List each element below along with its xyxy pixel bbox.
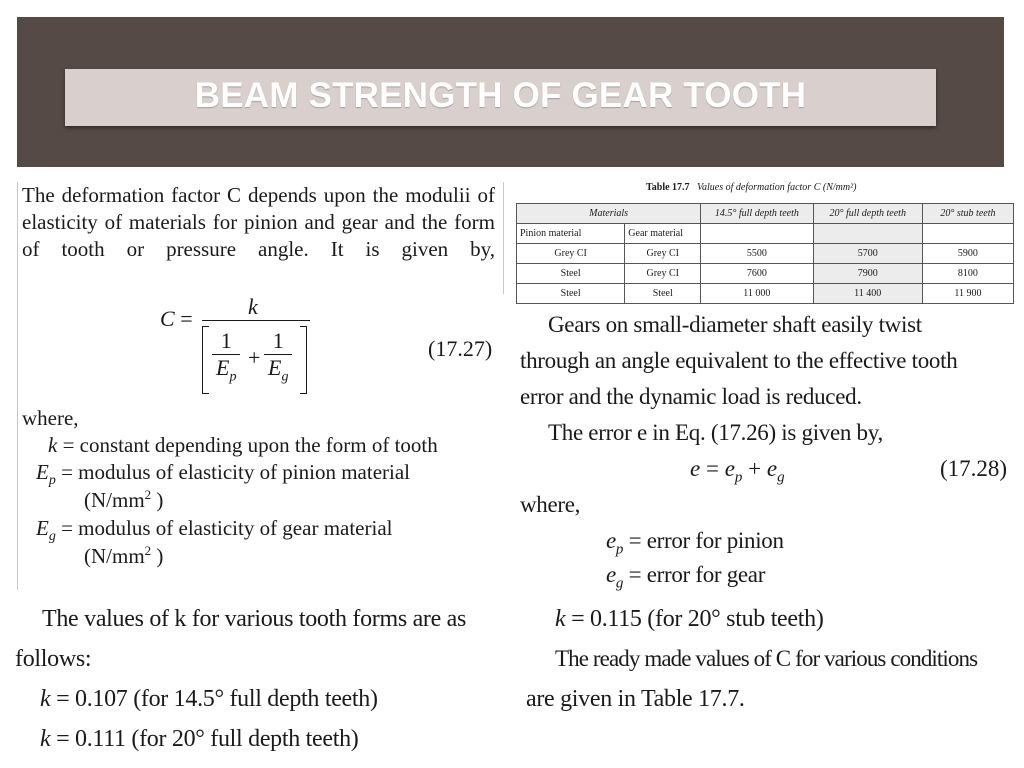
- right-line-4: The error e in Eq. (17.26) is given by,: [548, 420, 883, 445]
- eq-label-17-28: (17.28): [940, 456, 1008, 481]
- title-bar: [65, 69, 936, 126]
- table-cell: 5900: [922, 244, 1013, 264]
- eq-plus: +: [248, 345, 261, 370]
- eq-frac-eg: $\frac{1}{E_g}$: [264, 328, 292, 385]
- def-eg-unit: ($N/mm^2$ ): [84, 543, 164, 568]
- table-cell: Grey CI: [625, 264, 701, 284]
- slide-title: BEAM STRENGTH OF GEAR TOOTH: [194, 76, 807, 115]
- table-subheader-row: [517, 224, 1014, 244]
- table-cell: 5700: [813, 244, 922, 264]
- k-value-2: k = 0.111 (for 20° full depth teeth): [40, 726, 359, 752]
- table-subheader-pinion: Pinion material: [517, 224, 625, 244]
- right-line-1: Gears on small-diameter shaft easily twist: [548, 312, 922, 337]
- k-values-line1: The values of k for various tooth forms are as: [42, 606, 467, 632]
- table-cell: Steel: [517, 284, 625, 304]
- table-row: [517, 264, 1014, 284]
- left-border-line: [17, 182, 18, 590]
- table-cell: Steel: [625, 284, 701, 304]
- def-ep-error: $e_p$ = error for pinion: [606, 528, 784, 558]
- mid-border-line: [503, 182, 504, 294]
- ready-line-1: The ready made values of C for various conditions: [555, 646, 978, 671]
- table-cell: 11 000: [701, 284, 813, 304]
- where-label-right: where,: [520, 492, 581, 517]
- def-k: k = constant depending upon the form of tooth: [48, 433, 438, 457]
- eq-bracket-left: [202, 326, 209, 394]
- ready-line-2: are given in Table 17.7.: [526, 686, 745, 712]
- table-header-20-stub: 20° stub teeth: [922, 204, 1013, 224]
- table-empty-cell: [813, 224, 922, 244]
- table-cell: 7600: [701, 264, 813, 284]
- eq-bracket-right: [300, 326, 307, 394]
- def-eg-error: $e_g$ = error for gear: [606, 562, 766, 592]
- table-caption: Table 17.7 Values of deformation factor C (N/mm²): [646, 182, 857, 193]
- k-values-line2: follows:: [15, 646, 92, 672]
- eq-label-17-27: (17.27): [428, 336, 493, 361]
- table-empty-cell: [701, 224, 813, 244]
- equation-17-28: $e = e_p + e_g$: [690, 456, 785, 486]
- intro-paragraph: The deformation factor C depends upon the modulii of elasticity of materials for pinion and gear and the form of tooth or pressure angle. It is given by,: [22, 183, 495, 261]
- def-eg: $E_g$ = modulus of elasticity of gear material: [36, 516, 393, 545]
- table-row: [517, 244, 1014, 264]
- eq-k-numerator: k: [248, 294, 258, 319]
- table-cell: Grey CI: [517, 244, 625, 264]
- deformation-factor-table: [516, 203, 1014, 304]
- table-cell: 11 900: [922, 284, 1013, 304]
- k-stub-value: k = 0.115 (for 20° stub teeth): [555, 606, 824, 632]
- table-cell: 5500: [701, 244, 813, 264]
- table-cell: 7900: [813, 264, 922, 284]
- eq-main-fraction-line: [202, 320, 310, 321]
- table-header-materials: Materials: [517, 204, 701, 224]
- def-ep-unit: ($N/mm^2$ ): [84, 487, 164, 512]
- table-header-14-5: 14.5° full depth teeth: [701, 204, 813, 224]
- table-cell: Grey CI: [625, 244, 701, 264]
- where-label-left: where,: [22, 406, 79, 430]
- table-cell: Steel: [517, 264, 625, 284]
- equation-17-27: [158, 290, 328, 400]
- table-cell: 8100: [922, 264, 1013, 284]
- table-empty-cell: [922, 224, 1013, 244]
- eq-c-lhs: C =: [160, 306, 193, 331]
- table-row: [517, 284, 1014, 304]
- eq-frac-ep: $\frac{1}{E_p}$: [212, 328, 240, 385]
- right-line-2: through an angle equivalent to the effective tooth: [520, 348, 958, 373]
- table-subheader-gear: Gear material: [625, 224, 701, 244]
- table-cell: 11 400: [813, 284, 922, 304]
- k-value-1: k = 0.107 (for 14.5° full depth teeth): [40, 686, 378, 712]
- right-line-3: error and the dynamic load is reduced.: [520, 384, 862, 409]
- table-header-20-full: 20° full depth teeth: [813, 204, 922, 224]
- table-header-row: [517, 204, 1014, 224]
- def-ep: $E_p$ = modulus of elasticity of pinion material: [36, 460, 411, 489]
